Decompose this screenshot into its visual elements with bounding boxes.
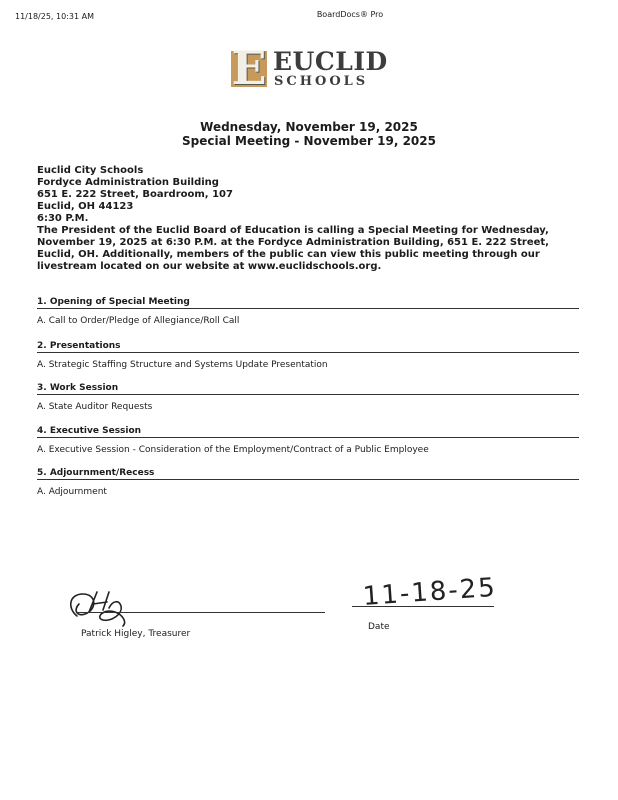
logo-line-2: SCHOOLS — [274, 74, 369, 89]
meeting-date-title: Wednesday, November 19, 2025 — [200, 120, 418, 134]
meeting-info — [37, 165, 582, 273]
org-name: Euclid City Schools — [37, 165, 144, 176]
meeting-notice: The President of the Euclid Board of Education is calling a Special Meeting for Wednesday, November 19, 2025 at 6:30 P.M. at the Fordyce Administration Building, 651 E. 222 Street, Euclid, OH. Additionally, members of the public can view this public meeting through our livestream located on our website at www.euclidschools.org. — [37, 225, 549, 272]
date-line — [352, 606, 494, 607]
treasurer-signature — [63, 582, 163, 632]
date-label: Date — [368, 622, 390, 632]
print-timestamp: 11/18/25, 10:31 AM — [15, 12, 94, 21]
logo-mark: E — [231, 41, 267, 95]
meeting-time: 6:30 P.M. — [37, 213, 89, 224]
section-heading: 2. Presentations — [37, 341, 579, 353]
agenda-item: A. Executive Session - Consideration of the Employment/Contract of a Public Employee — [37, 445, 429, 455]
agenda-section — [37, 383, 579, 413]
signer-label: Patrick Higley, Treasurer — [81, 629, 191, 639]
app-name: BoardDocs® Pro — [316, 10, 384, 19]
agenda-section — [37, 297, 579, 327]
section-heading: 5. Adjournment/Recess — [37, 468, 579, 480]
agenda-item: A. State Auditor Requests — [37, 402, 153, 412]
agenda-item: A. Adjournment — [37, 487, 107, 497]
agenda-section — [37, 468, 579, 498]
city-state-zip: Euclid, OH 44123 — [37, 201, 134, 212]
section-heading: 1. Opening of Special Meeting — [37, 297, 579, 309]
signature-line — [77, 612, 325, 613]
euclid-schools-logo — [229, 41, 389, 97]
logo-line-1: EUCLID — [273, 47, 388, 76]
meeting-title: Special Meeting - November 19, 2025 — [182, 134, 436, 148]
agenda-section — [37, 341, 579, 371]
section-heading: 4. Executive Session — [37, 426, 579, 438]
agenda-section — [37, 426, 579, 456]
handwritten-date: 11-18-25 — [361, 572, 498, 612]
section-heading: 3. Work Session — [37, 383, 579, 395]
agenda-item: A. Strategic Staffing Structure and Systems Update Presentation — [37, 360, 328, 370]
agenda-item: A. Call to Order/Pledge of Allegiance/Roll Call — [37, 316, 240, 326]
street-address: 651 E. 222 Street, Boardroom, 107 — [37, 189, 233, 200]
building-name: Fordyce Administration Building — [37, 177, 219, 188]
